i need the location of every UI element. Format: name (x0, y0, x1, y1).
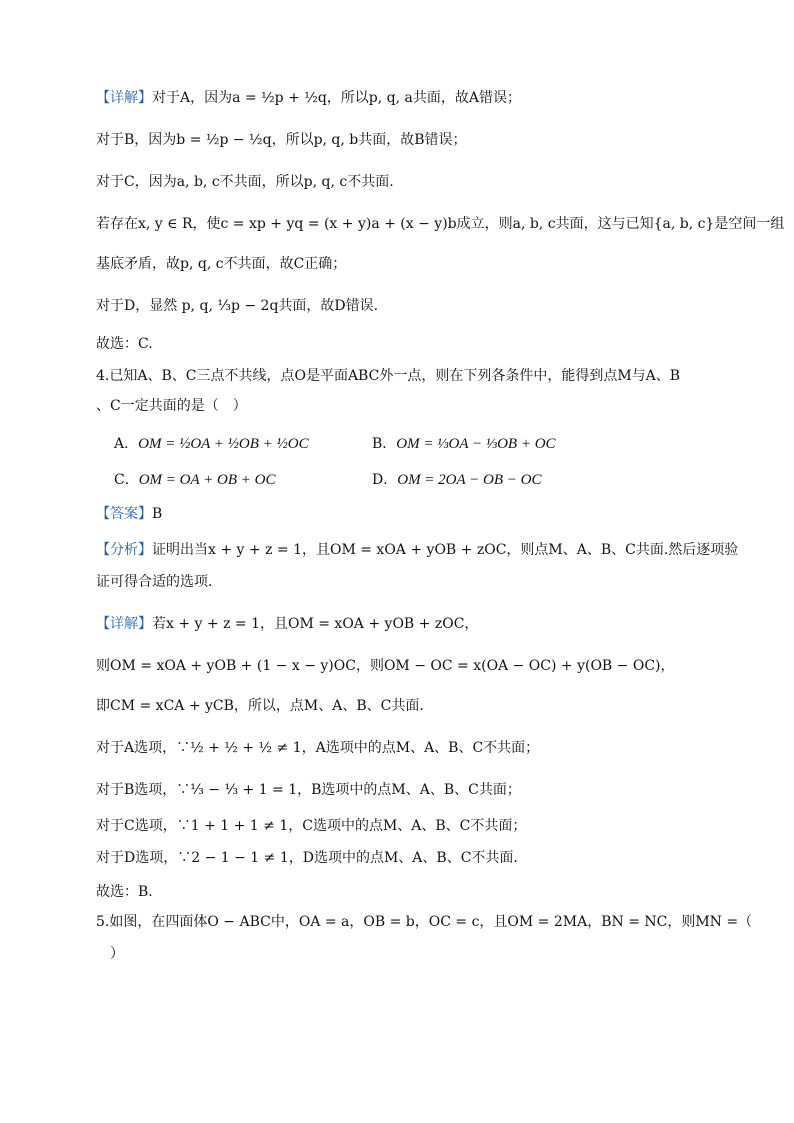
question-line (96, 944, 124, 964)
line-text: 对于D选项，∵2 − 1 − 1 ≠ 1，D选项中的点M、A、B、C不共面. (96, 850, 518, 866)
choice-text: OM = ⅓OA − ⅓OB + OC (396, 436, 556, 452)
line-text: 若x + y + z = 1，且OM = xOA + yOB + zOC， (152, 616, 479, 632)
text-line (96, 130, 467, 150)
line-text: 对于A选项，∵½ + ½ + ½ ≠ 1，A选项中的点M、A、B、C不共面； (96, 740, 540, 756)
line-text: 对于B选项，∵⅓ − ⅓ + 1 = 1，B选项中的点M、A、B、C共面； (96, 782, 521, 798)
text-line (96, 816, 526, 836)
line-text: 若存在x, y ∈ R，使c = xp + yq = (x + y)a + (x − y)b成立，则a, b, c共面，这与已知{a, b, c}是空间一组 (96, 216, 785, 232)
text-line (96, 882, 153, 902)
text-line (96, 214, 784, 234)
line-text: 证明出当x + y + z = 1，且OM = xOA + yOB + zOC，则点M、A、B、C共面.然后逐项验 (152, 542, 739, 558)
line-text: B (152, 506, 163, 522)
analysis-line (96, 540, 738, 560)
line-text: 对于B，因为b = ½p − ½q，所以p, q, b共面，故B错误； (96, 132, 467, 148)
section-tag: 【详解】 (96, 90, 152, 106)
choice-d (372, 470, 542, 490)
line-text: 对于C，因为a, b, c不共面，所以p, q, c不共面. (96, 174, 394, 190)
text-line (96, 780, 521, 800)
choice-text: OM = 2OA − OB − OC (397, 472, 542, 488)
question-line (96, 366, 680, 386)
section-tag: 【答案】 (96, 506, 152, 522)
line-text: 即CM = xCA + yCB，所以，点M、A、B、C共面. (96, 698, 424, 714)
line-text: 对于D，显然 p, q, ⅓p − 2q共面，故D错误. (96, 298, 379, 314)
detail-line (96, 614, 478, 634)
question-line (96, 396, 247, 416)
choice-c (114, 470, 275, 490)
text-line (96, 696, 424, 716)
choice-text: OM = OA + OB + OC (138, 472, 276, 488)
text-line (96, 254, 346, 274)
line-text: 故选：C. (96, 336, 153, 352)
section-tag: 【详解】 (96, 616, 152, 632)
section-tag: 【分析】 (96, 542, 152, 558)
line-text: 证可得合适的选项. (96, 574, 213, 590)
line-text: 对于A，因为a = ½p + ½q，所以p, q, a共面，故A错误； (152, 90, 521, 106)
text-line (96, 656, 675, 676)
text-line (96, 848, 518, 868)
line-text: 、C一定共面的是（ ） (96, 398, 247, 414)
question-line (96, 912, 752, 932)
text-line (96, 296, 378, 316)
choice-b (372, 434, 556, 454)
choice-label: C． (114, 472, 139, 488)
line-text: 4.已知A、B、C三点不共线，点O是平面ABC外一点，则在下列各条件中，能得到点M与A、B (96, 368, 681, 384)
choice-label: D． (372, 472, 398, 488)
choice-a (114, 434, 309, 454)
choice-label: B． (372, 436, 397, 452)
line-text: 则OM = xOA + yOB + (1 − x − y)OC，则OM − OC = x(OA − OC) + y(OB − OC)， (96, 658, 675, 674)
text-line (96, 88, 521, 108)
line-text: 5.如图，在四面体O − ABC中，OA = a，OB = b，OC = c，且OM = 2MA，BN = NC，则MN =（ (96, 914, 753, 930)
text-line (96, 172, 394, 192)
text-line (96, 572, 212, 592)
line-text: 对于C选项，∵1 + 1 + 1 ≠ 1，C选项中的点M、A、B、C不共面； (96, 818, 527, 834)
text-line (96, 738, 539, 758)
text-line (96, 334, 153, 354)
choice-label: A． (114, 436, 139, 452)
line-text: ） (96, 946, 124, 962)
line-text: 故选：B. (96, 884, 153, 900)
choice-text: OM = ½OA + ½OB + ½OC (138, 436, 309, 452)
answer-line (96, 504, 162, 524)
line-text: 基底矛盾，故p, q, c不共面，故C正确； (96, 256, 347, 272)
